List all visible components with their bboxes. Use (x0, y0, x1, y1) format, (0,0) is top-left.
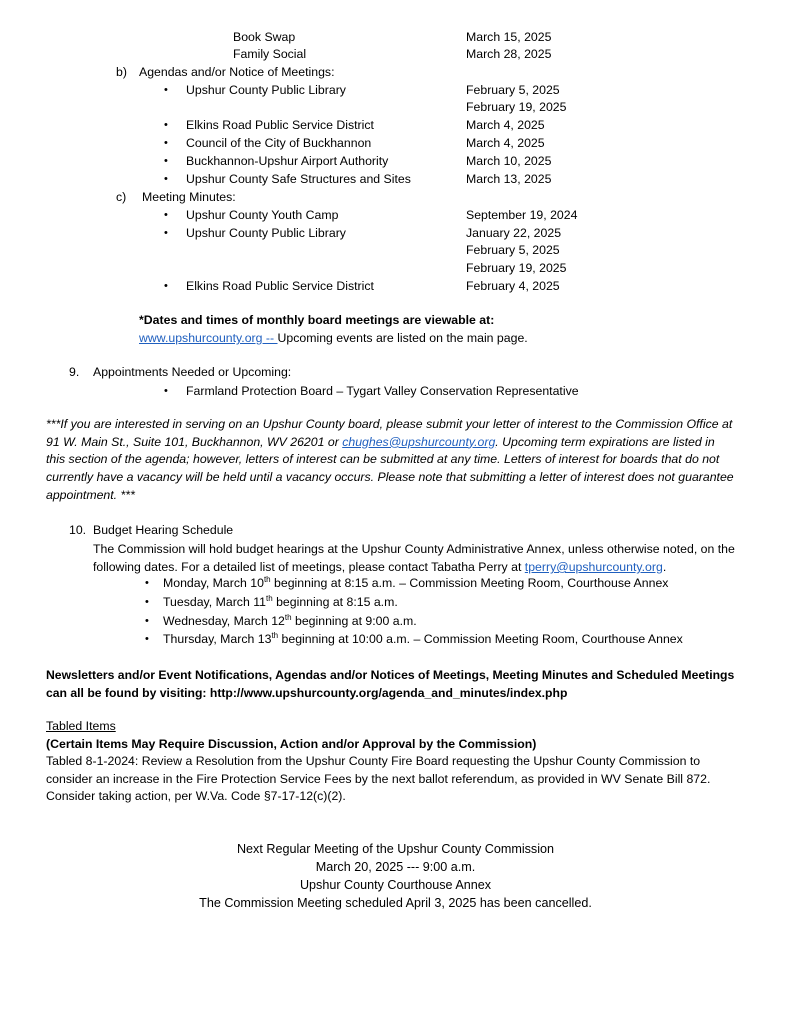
event-date: March 28, 2025 (466, 47, 552, 61)
next-meeting-line-1: Next Regular Meeting of the Upshur County Commission (236, 842, 555, 856)
budget-title: Budget Hearing Schedule (93, 523, 234, 537)
next-meeting-line-4: The Commission Meeting scheduled April 3, 2025 has been cancelled. (199, 896, 592, 910)
meeting-name: Council of the City of Buckhannon (186, 136, 372, 150)
minutes-date: February 19, 2025 (466, 261, 567, 275)
bullet-icon: • (145, 577, 149, 589)
budget-paragraph (93, 540, 753, 576)
section-b-label: b) (116, 65, 127, 79)
tabled-subheading: (Certain Items May Require Discussion, Action and/or Approval by the Commission) (46, 737, 537, 751)
bullet-icon: • (145, 615, 149, 627)
meeting-date: February 5, 2025 (466, 83, 560, 97)
bullet-icon: • (145, 596, 149, 608)
appointments-number: 9. (69, 365, 80, 379)
bullet-icon: • (164, 84, 168, 96)
event-name: Book Swap (233, 30, 296, 44)
bullet-icon: • (145, 633, 149, 645)
appointments-title: Appointments Needed or Upcoming: (93, 365, 292, 379)
interest-note-part1: ***If you are interested in serving on an Upshur County board, please submit your letter of interest to the Commission Office at 91 W. Main St., Suite 101, Buckhannon, WV 26201 or (46, 417, 733, 449)
bullet-icon: • (164, 173, 168, 185)
tabled-heading: Tabled Items (46, 719, 116, 733)
tabled-text: Tabled 8-1-2024: Review a Resolution from the Upshur County Fire Board requesting the Upshur County Commission to consider an increase in the Fire Protection Service Fees by the next ballot referendum, as provided in WV Senate Bill 872. Consider taking action, per W.Va. Code §7-17-12(c)(2). (46, 754, 711, 803)
interest-note (46, 416, 736, 505)
dates-note-line (139, 331, 528, 346)
budget-para-text: The Commission will hold budget hearings at the Upshur County Administrative Annex, unless otherwise noted, on the following dates. For a detailed list of meetings, please contact Tabatha Perry at (93, 542, 735, 574)
dates-note-rest: Upcoming events are listed on the main page. (277, 331, 528, 345)
appointment-item: Farmland Protection Board – Tygart Valley Conservation Representative (186, 384, 579, 398)
bullet-icon: • (164, 209, 168, 221)
minutes-name: Upshur County Youth Camp (186, 208, 339, 222)
meeting-name: Upshur County Public Library (186, 83, 346, 97)
newsletter-line-2: can all be found by visiting: http://www.upshurcounty.org/agenda_and_minutes/index.php (46, 686, 568, 700)
dates-note-heading: *Dates and times of monthly board meetings are viewable at: (139, 313, 495, 327)
minutes-date: September 19, 2024 (466, 208, 578, 222)
event-name: Family Social (233, 47, 307, 61)
event-date: March 15, 2025 (466, 30, 552, 44)
budget-para-end: . (662, 560, 667, 574)
budget-hearing-item: Tuesday, March 11th beginning at 8:15 a.m. (163, 593, 398, 609)
bullet-icon: • (164, 155, 168, 167)
meeting-name: Elkins Road Public Service District (186, 118, 374, 132)
interest-note-part2: . Upcoming term expirations are listed in this section of the agenda; however, letters of interest can be submitted at any time. Letters of interest for boards that do not currently have a vacancy will be held until a vacancy occurs. Please note that submitting a letter of interest does not guarantee appointment. *** (46, 434, 734, 502)
meeting-date: March 13, 2025 (466, 172, 552, 186)
section-b-title: Agendas and/or Notice of Meetings: (139, 65, 335, 79)
tperry-email-link[interactable]: tperry@upshurcounty.org (524, 560, 663, 574)
meeting-date: February 19, 2025 (466, 100, 567, 114)
budget-hearing-item: Wednesday, March 12th beginning at 9:00 a.m. (163, 612, 417, 628)
newsletter-line-1: Newsletters and/or Event Notifications, Agendas and/or Notices of Meetings, Meeting Minutes and Scheduled Meetings (46, 668, 735, 682)
next-meeting-line-2: March 20, 2025 --- 9:00 a.m. (315, 860, 476, 874)
budget-hearing-item: Thursday, March 13th beginning at 10:00 a.m. – Commission Meeting Room, Courthouse Annex (163, 630, 683, 646)
minutes-name: Upshur County Public Library (186, 226, 346, 240)
section-c-label: c) (116, 190, 127, 204)
budget-hearing-item: Monday, March 10th beginning at 8:15 a.m. – Commission Meeting Room, Courthouse Annex (163, 574, 669, 590)
bullet-icon: • (164, 137, 168, 149)
minutes-date: January 22, 2025 (466, 226, 562, 240)
bullet-icon: • (164, 227, 168, 239)
meeting-date: March 4, 2025 (466, 118, 545, 132)
minutes-date: February 4, 2025 (466, 279, 560, 293)
upshur-website-link[interactable]: www.upshurcounty.org -- (139, 331, 278, 345)
minutes-date: February 5, 2025 (466, 243, 560, 257)
bullet-icon: • (164, 119, 168, 131)
minutes-name: Elkins Road Public Service District (186, 279, 374, 293)
bullet-icon: • (164, 385, 168, 397)
chughes-email-link[interactable]: chughes@upshurcounty.org (342, 434, 496, 449)
meeting-name: Buckhannon-Upshur Airport Authority (186, 154, 389, 168)
meeting-date: March 10, 2025 (466, 154, 552, 168)
meeting-name: Upshur County Safe Structures and Sites (186, 172, 411, 186)
meeting-date: March 4, 2025 (466, 136, 545, 150)
bullet-icon: • (164, 280, 168, 292)
section-c-title: Meeting Minutes: (142, 190, 236, 204)
budget-number: 10. (69, 523, 87, 537)
next-meeting-line-3: Upshur County Courthouse Annex (299, 878, 492, 892)
